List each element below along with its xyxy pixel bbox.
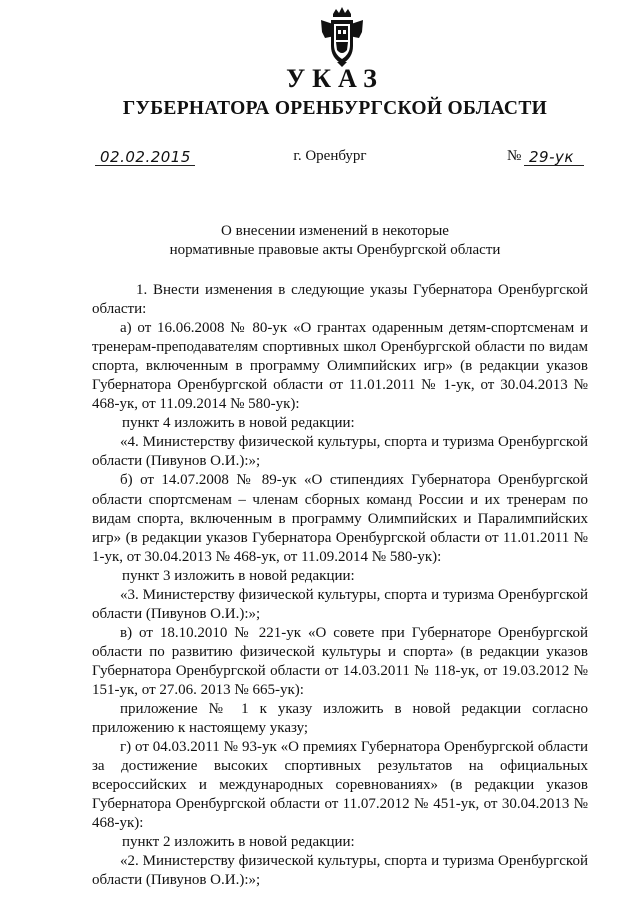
document-date: 02.02.2015 xyxy=(100,148,191,166)
paragraph-g-quote: «2. Министерству физической культуры, спорта и туризма Оренбургской области (Пивунов О.И.):»; xyxy=(92,853,588,889)
document-heading xyxy=(0,222,640,260)
paragraph-a-quote: «4. Министерству физической культуры, спорта и туризма Оренбургской области (Пивунов О.И.):»; xyxy=(92,434,588,470)
paragraph-g: г) от 04.03.2011 № 93-ук «О премиях Губернатора Оренбургской области за достижение высоких спортивных результатов на официальных всероссийских и международных соревнованиях» (в редакции указов Губернатора Оренбургской области от 11.07.2012 № 451-ук, от 30.04.2013 № 468-ук): xyxy=(92,739,588,832)
paragraph-b-instruction: пункт 3 изложить в новой редакции: xyxy=(122,567,355,584)
document-number: 29-ук xyxy=(529,148,574,166)
heading-line-1: О внесении изменений в некоторые xyxy=(221,223,449,239)
number-underline xyxy=(524,165,584,166)
paragraph-g-instruction: пункт 2 изложить в новой редакции: xyxy=(122,834,355,851)
document-title: УКАЗ xyxy=(286,64,384,93)
document-body xyxy=(92,281,588,891)
paragraph-b: б) от 14.07.2008 № 89-ук «О стипендиях Губернатора Оренбургской области спортсменам – членам сборных команд России и их тренерам по видам спорта, включенным в программу Олимпийских и Паралимпийских игр» (в редакции указов Губернатора Оренбургской области от 11.01.2011 № 1-ук, от 30.04.2013 № 468-ук, от 11.09.2014 № 580-ук): xyxy=(92,472,588,565)
date-underline xyxy=(95,165,195,166)
paragraph-a-instruction: пункт 4 изложить в новой редакции: xyxy=(122,415,355,432)
paragraph-v-instruction: приложение № 1 к указу изложить в новой редакции согласно приложению к настоящему указу; xyxy=(92,701,588,737)
paragraph-1: 1. Внести изменения в следующие указы Губернатора Оренбургской области: xyxy=(92,282,588,318)
paragraph-v: в) от 18.10.2010 № 221-ук «О совете при Губернаторе Оренбургской области по развитию физической культуры и спорта» (в редакции указов Губернатора Оренбургской области от 14.03.2011 № 118-ук, от 19.03.2012 № 151-ук, от 27.06. 2013 № 665-ук): xyxy=(92,624,588,698)
coat-of-arms-icon xyxy=(319,6,365,68)
paragraph-b-quote: «3. Министерству физической культуры, спорта и туризма Оренбургской области (Пивунов О.И.):»; xyxy=(92,586,588,622)
paragraph-a: а) от 16.06.2008 № 80-ук «О грантах одаренным детям-спортсменам и тренерам-преподавателям спортивных школ Оренбургской области по видам спорта, включенным в программу Олимпийских игр» (в редакции указов Губернатора Оренбургской области от 11.01.2011 № 1-ук, от 30.04.2013 № 468-ук, от 11.09.2014 № 580-ук): xyxy=(92,320,588,413)
number-label: № xyxy=(507,148,522,164)
document-city: г. Оренбург xyxy=(293,148,367,164)
document-subtitle: ГУБЕРНАТОРА ОРЕНБУРГСКОЙ ОБЛАСТИ xyxy=(122,98,548,119)
heading-line-2: нормативные правовые акты Оренбургской области xyxy=(169,242,501,258)
